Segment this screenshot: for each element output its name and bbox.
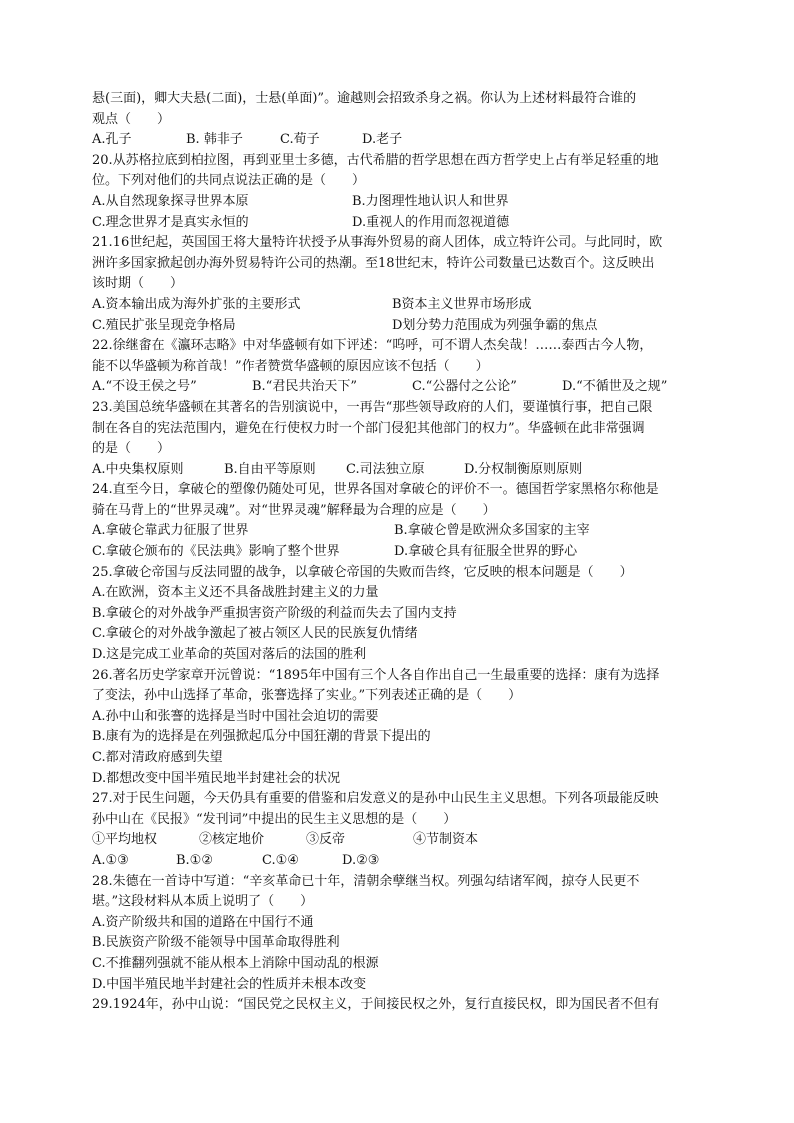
q28-option-a[interactable]: A.资产阶级共和国的道路在中国行不通 bbox=[92, 914, 314, 930]
q20-options-row-1 bbox=[92, 192, 714, 213]
q23-option-a[interactable]: A.中央集权原则 bbox=[92, 461, 184, 477]
q26-stem-line-1: 26.著名历史学家章开沅曾说：“1895年中国有三个人各自作出自己一生最重要的选择：康有为选择 bbox=[92, 667, 660, 683]
q28-stem-line-1: 28.朱德在一首诗中写道：“辛亥革命已十年，清朝余孽继当权。列强勾结诸军阀，掠夺人民更不 bbox=[92, 873, 640, 889]
q21-stem-line-2: 洲许多国家掀起创办海外贸易特许公司的热潮。至18世纪末，特许公司数量已达数百个。这反映出 bbox=[92, 255, 655, 271]
q26-option-a[interactable]: A.孙中山和张謇的选择是当时中国社会迫切的需要 bbox=[92, 708, 379, 724]
q22-option-a[interactable]: A.“不设王侯之号” bbox=[92, 379, 197, 395]
q22-option-d[interactable]: D.“不循世及之规” bbox=[562, 379, 668, 395]
q28-option-d[interactable]: D.中国半殖民地半封建社会的性质并未根本改变 bbox=[92, 976, 367, 992]
q19-option-b[interactable]: B. 韩非子 bbox=[186, 132, 243, 148]
q19-option-a[interactable]: A.孔子 bbox=[92, 132, 132, 148]
q27-option-c[interactable]: C.①④ bbox=[262, 852, 299, 868]
q27-item-3: ③反帝 bbox=[306, 832, 346, 848]
q22-option-b[interactable]: B.“君民共治天下” bbox=[252, 379, 357, 395]
q19-stem-line-2: 观点（ ） bbox=[92, 111, 171, 127]
q25-option-b[interactable]: B.拿破仑的对外战争严重损害资产阶级的利益而失去了国内支持 bbox=[92, 605, 457, 621]
q27-item-4: ④节制资本 bbox=[413, 832, 479, 848]
q20-options-row-2 bbox=[92, 213, 714, 234]
q19-options bbox=[92, 130, 714, 151]
q21-stem-line-1: 21.16世纪起，英国国王将大量特许状授予从事海外贸易的商人团体，成立特许公司。与此同时，欧 bbox=[92, 235, 663, 251]
q20-option-a[interactable]: A.从自然现象探寻世界本原 bbox=[92, 193, 249, 209]
q25-option-c[interactable]: C.拿破仑的对外战争激起了被占领区人民的民族复仇情绪 bbox=[92, 626, 418, 642]
q28-option-c[interactable]: C.不推翻列强就不能从根本上消除中国动乱的根源 bbox=[92, 955, 379, 971]
q23-stem-line-1: 23.美国总统华盛顿在其著名的告别演说中，一再告“那些领导政府的人们，要谨慎行事，把自己限 bbox=[92, 399, 653, 415]
q19-option-c[interactable]: C.荀子 bbox=[280, 132, 320, 148]
q22-stem-line-1: 22.徐继畬在《瀛环志略》中对华盛顿有如下评述：“呜呼，可不谓人杰矣哉！……泰西古今人物， bbox=[92, 338, 653, 354]
q22-stem-line-2: 能不以华盛顿为称首哉！”作者赞赏华盛顿的原因应该不包括（ ） bbox=[92, 358, 489, 374]
q20-option-b[interactable]: B.力图理性地认识人和世界 bbox=[352, 193, 509, 209]
q23-option-b[interactable]: B.自由平等原则 bbox=[224, 461, 316, 477]
q19-stem-line-1: 悬(三面)，卿大夫悬(二面)，士悬(单面)”。逾越则会招致杀身之祸。你认为上述材料最符合谁的 bbox=[92, 91, 637, 106]
q26-option-c[interactable]: C.都对清政府感到失望 bbox=[92, 750, 223, 765]
q21-option-d[interactable]: D划分势力范围成为列强争霸的焦点 bbox=[392, 317, 598, 333]
q24-option-d[interactable]: D.拿破仑具有征服全世界的野心 bbox=[394, 544, 578, 560]
q21-option-a[interactable]: A.资本输出成为海外扩张的主要形式 bbox=[92, 296, 301, 312]
q21-options-row-2 bbox=[92, 316, 714, 337]
q27-option-d[interactable]: D.②③ bbox=[342, 852, 380, 868]
q26-option-b[interactable]: B.康有为的选择是在列强掀起瓜分中国狂潮的背景下提出的 bbox=[92, 729, 431, 745]
q21-option-c[interactable]: C.殖民扩张呈现竞争格局 bbox=[92, 317, 236, 333]
q20-stem-line-2: 位。下列对他们的共同点说法正确的是（ ） bbox=[92, 173, 366, 189]
q27-item-2: ②核定地价 bbox=[199, 832, 265, 848]
q21-stem-line-3: 该时期（ ） bbox=[92, 276, 184, 292]
q24-option-b[interactable]: B.拿破仑曾是欧洲众多国家的主宰 bbox=[394, 523, 590, 539]
q27-stem-line-1: 27.对于民生问题，今天仍具有重要的借鉴和启发意义的是孙中山民生主义思想。下列各项最能反映 bbox=[92, 791, 659, 807]
q21-option-b[interactable]: B资本主义世界市场形成 bbox=[392, 296, 532, 312]
q20-option-d[interactable]: D.重视人的作用而忽视道德 bbox=[352, 214, 510, 230]
q25-option-d[interactable]: D.这是完成工业革命的英国对落后的法国的胜利 bbox=[92, 647, 367, 663]
q23-option-c[interactable]: C.司法独立原 bbox=[346, 461, 425, 477]
q20-stem-line-1: 20.从苏格拉底到柏拉图，再到亚里士多德，古代希腊的哲学思想在西方哲学史上占有举足轻重的地 bbox=[92, 152, 659, 168]
q25-stem-line-1: 25.拿破仑帝国与反法同盟的战争，以拿破仑帝国的失败而告终，它反映的根本问题是（ ） bbox=[92, 564, 633, 580]
q27-item-1: ①平均地权 bbox=[92, 832, 158, 848]
q27-option-a[interactable]: A.①③ bbox=[92, 852, 129, 868]
q20-option-c[interactable]: C.理念世界才是真实永恒的 bbox=[92, 214, 249, 230]
q24-option-c[interactable]: C.拿破仑颁布的《民法典》影响了整个世界 bbox=[92, 544, 340, 560]
q27-stem-line-2: 孙中山在《民报》“发刊词”中提出的民生主义思想的是（ ） bbox=[92, 811, 457, 827]
q27-option-b[interactable]: B.①② bbox=[176, 852, 213, 868]
q25-option-a[interactable]: A.在欧洲，资本主义还不具备战胜封建主义的力量 bbox=[92, 585, 379, 601]
q26-option-d[interactable]: D.都想改变中国半殖民地半封建社会的状况 bbox=[92, 770, 341, 786]
q23-stem-line-3: 的是（ ） bbox=[92, 441, 171, 457]
q27-options bbox=[92, 851, 714, 872]
q23-options bbox=[92, 460, 714, 481]
q28-stem-line-2: 堪。”这段材料从本质上说明了（ ） bbox=[92, 894, 314, 910]
q24-options-row-2 bbox=[92, 542, 714, 563]
q26-stem-line-2: 了变法，孙中山选择了革命，张謇选择了实业。”下列表述正确的是（ ） bbox=[92, 688, 522, 704]
q24-stem-line-2: 骑在马背上的“世界灵魂”。对“世界灵魂”解释最为合理的应是（ ） bbox=[92, 502, 496, 518]
q27-items bbox=[92, 830, 714, 851]
q21-options-row-1 bbox=[92, 295, 714, 316]
q22-option-c[interactable]: C.“公器付之公论” bbox=[412, 379, 517, 395]
q23-option-d[interactable]: D.分权制衡原则原则 bbox=[464, 461, 583, 477]
q23-stem-line-2: 制在各自的宪法范围内，避免在行使权力时一个部门侵犯其他部门的权力”。华盛顿在此非常强调 bbox=[92, 420, 645, 436]
q29-stem-line-1: 29.1924年，孙中山说：“国民党之民权主义，于间接民权之外，复行直接民权，即为国民者不但有 bbox=[92, 997, 660, 1013]
q24-option-a[interactable]: A.拿破仑靠武力征服了世界 bbox=[92, 523, 249, 539]
q28-option-b[interactable]: B.民族资产阶级不能领导中国革命取得胜利 bbox=[92, 935, 340, 951]
q22-options bbox=[92, 377, 714, 398]
q19-option-d[interactable]: D.老子 bbox=[362, 132, 403, 148]
q24-stem-line-1: 24.直至今日，拿破仑的塑像仍随处可见，世界各国对拿破仑的评价不一。德国哲学家黑格尔称他是 bbox=[92, 482, 659, 498]
q24-options-row-1 bbox=[92, 521, 714, 542]
